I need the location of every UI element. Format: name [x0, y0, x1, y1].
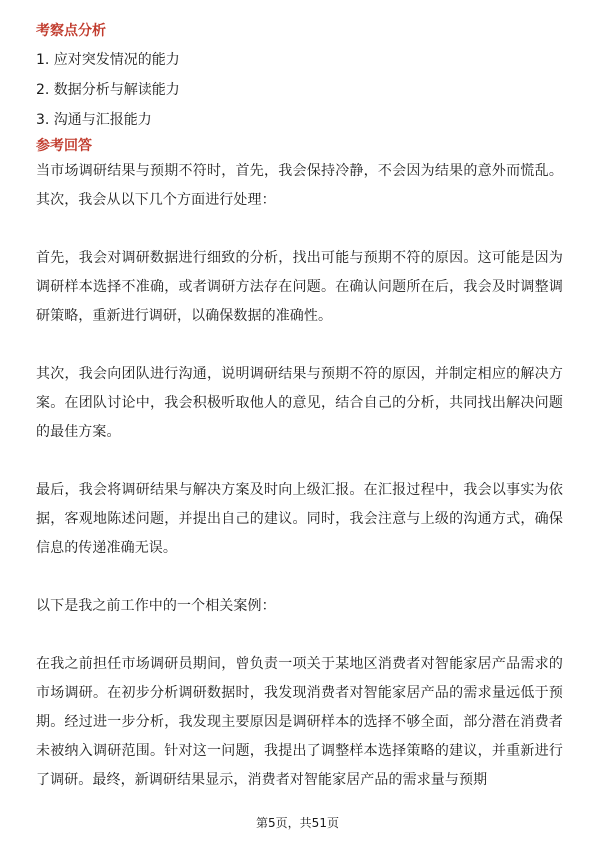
document-page: [36, 20, 563, 795]
list-item: 3. 沟通与汇报能力: [36, 112, 152, 128]
answer-paragraph-finally: 最后，我会将调研结果与解决方案及时向上级汇报。在汇报过程中，我会以事实为依据，客观地陈述问题，并提出自己的建议。同时，我会注意与上级的沟通方式，确保信息的传递准确无误。: [36, 482, 563, 556]
paragraph-gap: [36, 447, 563, 476]
analysis-list: [36, 45, 563, 135]
case-intro: 以下是我之前工作中的一个相关案例：: [36, 598, 276, 614]
case-paragraph: 在我之前担任市场调研员期间，曾负责一项关于某地区消费者对智能家居产品需求的市场调研。在初步分析调研数据时，我发现消费者对智能家居产品的需求量远低于预期。经过进一步分析，我发现主要原因是调研样本的选择不够全面，部分潜在消费者未被纳入调研范围。针对这一问题，我提出了调整样本选择策略的建议，并重新进行了调研。最终，新调研结果显示，消费者对智能家居产品的需求量与预期: [36, 656, 563, 788]
paragraph-gap: [36, 331, 563, 360]
answer-paragraph-first: 首先，我会对调研数据进行细致的分析，找出可能与预期不符的原因。这可能是因为调研样本选择不准确，或者调研方法存在问题。在确认问题所在后，我会及时调整调研策略，重新进行调研，以确保数据的准确性。: [36, 250, 563, 324]
paragraph-gap: [36, 215, 563, 244]
list-item: 1. 应对突发情况的能力: [36, 52, 180, 68]
paragraph-gap: [36, 563, 563, 592]
analysis-heading: 考察点分析: [36, 23, 106, 39]
answer-paragraph-second: 其次，我会向团队进行沟通，说明调研结果与预期不符的原因，并制定相应的解决方案。在团队讨论中，我会积极听取他人的意见，结合自己的分析，共同找出解决问题的最佳方案。: [36, 366, 563, 440]
paragraph-gap: [36, 621, 563, 650]
page-number: 第5页，共51页: [256, 816, 339, 830]
answer-heading: 参考回答: [36, 138, 92, 154]
list-item: 2. 数据分析与解读能力: [36, 82, 180, 98]
answer-paragraph-intro: 当市场调研结果与预期不符时，首先，我会保持冷静，不会因为结果的意外而慌乱。其次，我会从以下几个方面进行处理：: [36, 163, 563, 208]
